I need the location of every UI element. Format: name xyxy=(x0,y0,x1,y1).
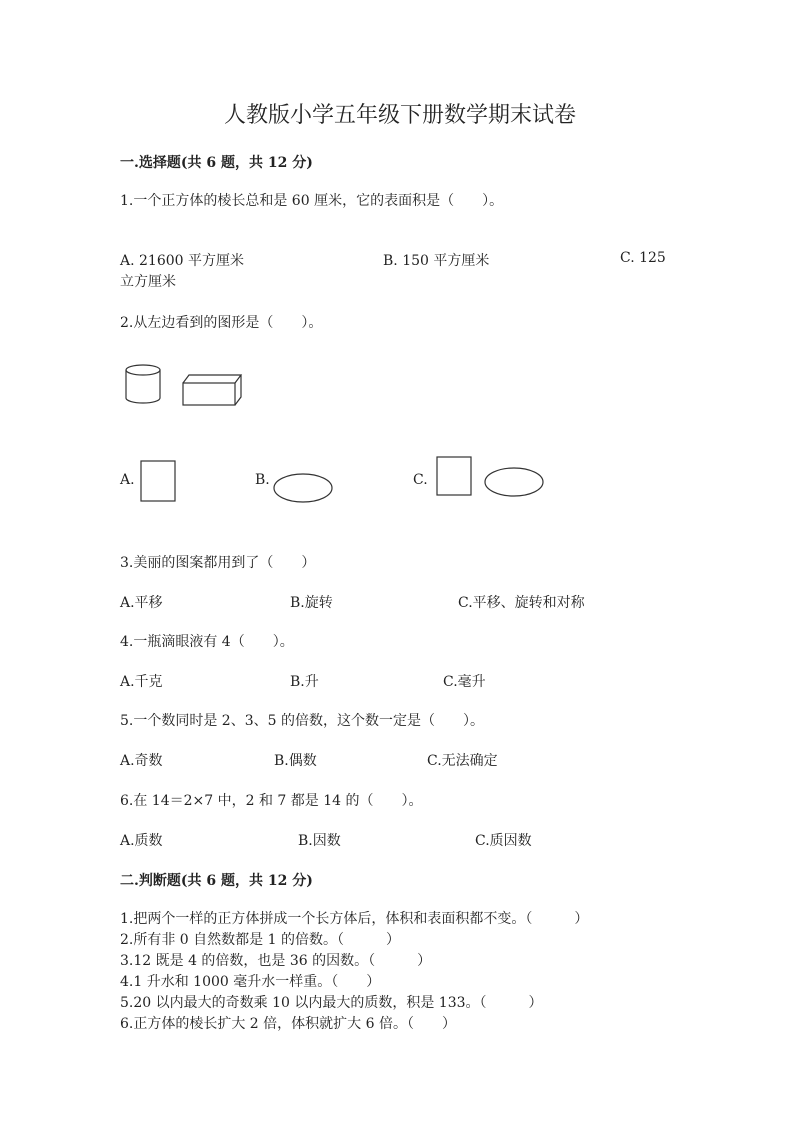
q4-option-a: A.千克 xyxy=(120,674,163,690)
question-1: 1.一个正方体的棱长总和是 60 厘米，它的表面积是（ ）。 xyxy=(120,193,504,209)
judgement-item: 2.所有非 0 自然数都是 1 的倍数。（ ） xyxy=(120,932,400,948)
q5-option-a: A.奇数 xyxy=(120,753,163,769)
judgement-item: 5.20 以内最大的奇数乘 10 以内最大的质数，积是 133。（ ） xyxy=(120,995,543,1011)
rectangle-shape-a xyxy=(140,460,180,504)
q4-option-c: C.毫升 xyxy=(443,674,486,690)
cylinder-figure xyxy=(126,365,160,403)
q2-option-a-label: A. xyxy=(120,472,135,488)
section-heading-choice: 一.选择题(共 6 题，共 12 分) xyxy=(120,155,313,171)
question-2: 2.从左边看到的图形是（ ）。 xyxy=(120,315,323,331)
question-3: 3.美丽的图案都用到了（ ） xyxy=(120,555,316,571)
q5-option-c: C.无法确定 xyxy=(427,753,498,769)
page-title: 人教版小学五年级下册数学期末试卷 xyxy=(223,103,576,128)
rectangle-and-ellipse-shape-c xyxy=(436,455,548,499)
q1-option-c: C. 125 xyxy=(620,250,666,266)
q4-option-b: B.升 xyxy=(290,674,319,690)
q2-option-b-label: B. xyxy=(255,472,270,488)
q1-option-a: A. 21600 平方厘米 xyxy=(120,253,244,269)
judgement-item: 3.12 既是 4 的倍数，也是 36 的因数。（ ） xyxy=(120,953,432,969)
q5-option-b: B.偶数 xyxy=(274,753,317,769)
question-5: 5.一个数同时是 2、3、5 的倍数，这个数一定是（ ）。 xyxy=(120,713,484,729)
q1-option-c-continued: 立方厘米 xyxy=(120,274,176,290)
judgement-item: 4.1 升水和 1000 毫升水一样重。（ ） xyxy=(120,974,381,990)
q6-option-b: B.因数 xyxy=(298,833,341,849)
question-4: 4.一瓶滴眼液有 4（ ）。 xyxy=(120,634,294,650)
q3-option-c: C.平移、旋转和对称 xyxy=(458,595,585,611)
judgement-item: 1.把两个一样的正方体拼成一个长方体后，体积和表面积都不变。（ ） xyxy=(120,911,589,927)
section-heading-judgement: 二.判断题(共 6 题，共 12 分) xyxy=(120,873,313,889)
q3-option-b: B.旋转 xyxy=(290,595,333,611)
q6-option-a: A.质数 xyxy=(120,833,163,849)
judgement-item: 6.正方体的棱长扩大 2 倍，体积就扩大 6 倍。（ ） xyxy=(120,1016,456,1032)
q3-option-a: A.平移 xyxy=(120,595,163,611)
question-6: 6.在 14＝2×7 中，2 和 7 都是 14 的（ ）。 xyxy=(120,793,423,809)
q1-option-b: B. 150 平方厘米 xyxy=(383,253,490,269)
ellipse-shape-b xyxy=(272,472,336,506)
cuboid-figure xyxy=(183,375,241,405)
q2-option-c-label: C. xyxy=(413,472,428,488)
q6-option-c: C.质因数 xyxy=(475,833,532,849)
q2-solid-figures xyxy=(120,360,250,410)
